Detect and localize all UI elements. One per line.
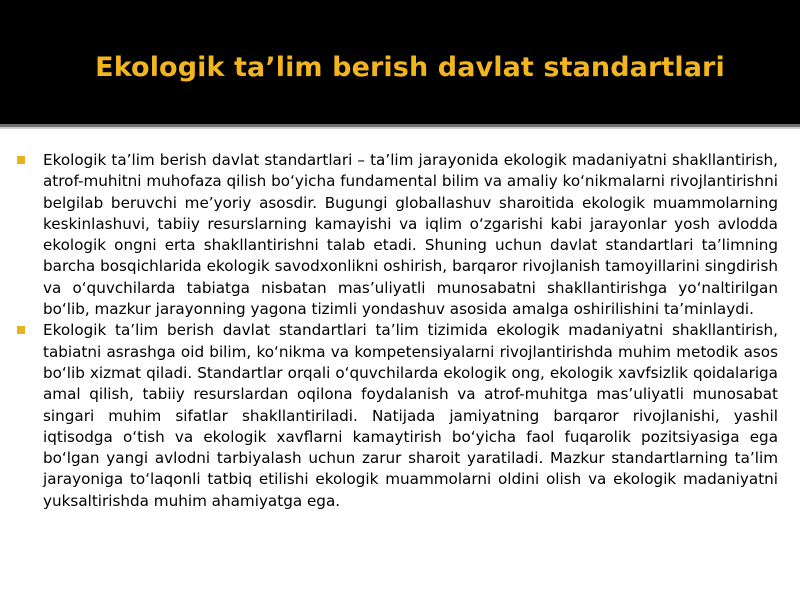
bullet-item-2 [0,320,778,512]
title-band [0,0,800,124]
bullet-text-1: Ekologik ta’lim berish davlat standartlari – ta’lim jarayonida ekologik madaniyatni shakllantirish, atrof-muhitni muhofaza qilish bo‘yicha fundamental bilim va amaliy ko‘nikmalarni rivojlantirishni belgilab beruvchi me’yoriy asosdir. Bugungi globallashuv sharoitida ekologik muammolarning keskinlashuvi, tabiiy resurslarning kamayishi va iqlim o‘zgarishi kabi jarayonlar yosh avlodda ekologik ongni erta shakllantirishni talab etadi. Shuning uchun davlat standartlari ta’limning barcha bosqichlarida ekologik savodxonlikni oshirish, barqaror rivojlanish tamoyillarini singdirish va o‘quvchilarda tabiatga nisbatan mas’uliyatli munosabatni shakllantirishga yo‘naltirilgan bo‘lib, mazkur jarayonning yagona tizimli yondashuv asosida amalga oshirilishini ta’minlaydi. [43,151,778,319]
square-bullet-icon [17,156,25,164]
square-bullet-icon [17,326,25,334]
slide-body [0,150,800,512]
slide-title: Ekologik ta’lim berish davlat standartlari [95,52,725,83]
bullet-item-1 [0,150,778,320]
bullet-text-2: Ekologik ta’lim berish davlat standartlari ta’lim tizimida ekologik madaniyatni shakllantirish, tabiatni asrashga oid bilim, ko‘nikma va kompetensiyalarni rivojlantirishda muhim metodik asos bo‘lib xizmat qiladi. Standartlar orqali o‘quvchilarda ekologik ong, ekologik xavfsizlik qoidalariga amal qilish, tabiiy resurslardan oqilona foydalanish va atrof-muhitga mas’uliyatli munosabat singari muhim sifatlar shakllantiriladi. Natijada jamiyatning barqaror rivojlanishi, yashil iqtisodga o‘tish va ekologik xavflarni kamaytirish bo‘yicha faol fuqarolik pozitsiyasiga ega bo‘lgan yangi avlodni tarbiyalash uchun zarur sharoit yaratiladi. Mazkur standartlarning ta’lim jarayoniga to‘laqonli tatbiq etilishi ekologik muammolarni oldini olish va ekologik madaniyatni yuksaltirishda muhim ahamiyatga ega. [43,321,778,510]
title-divider-highlight [0,127,800,129]
